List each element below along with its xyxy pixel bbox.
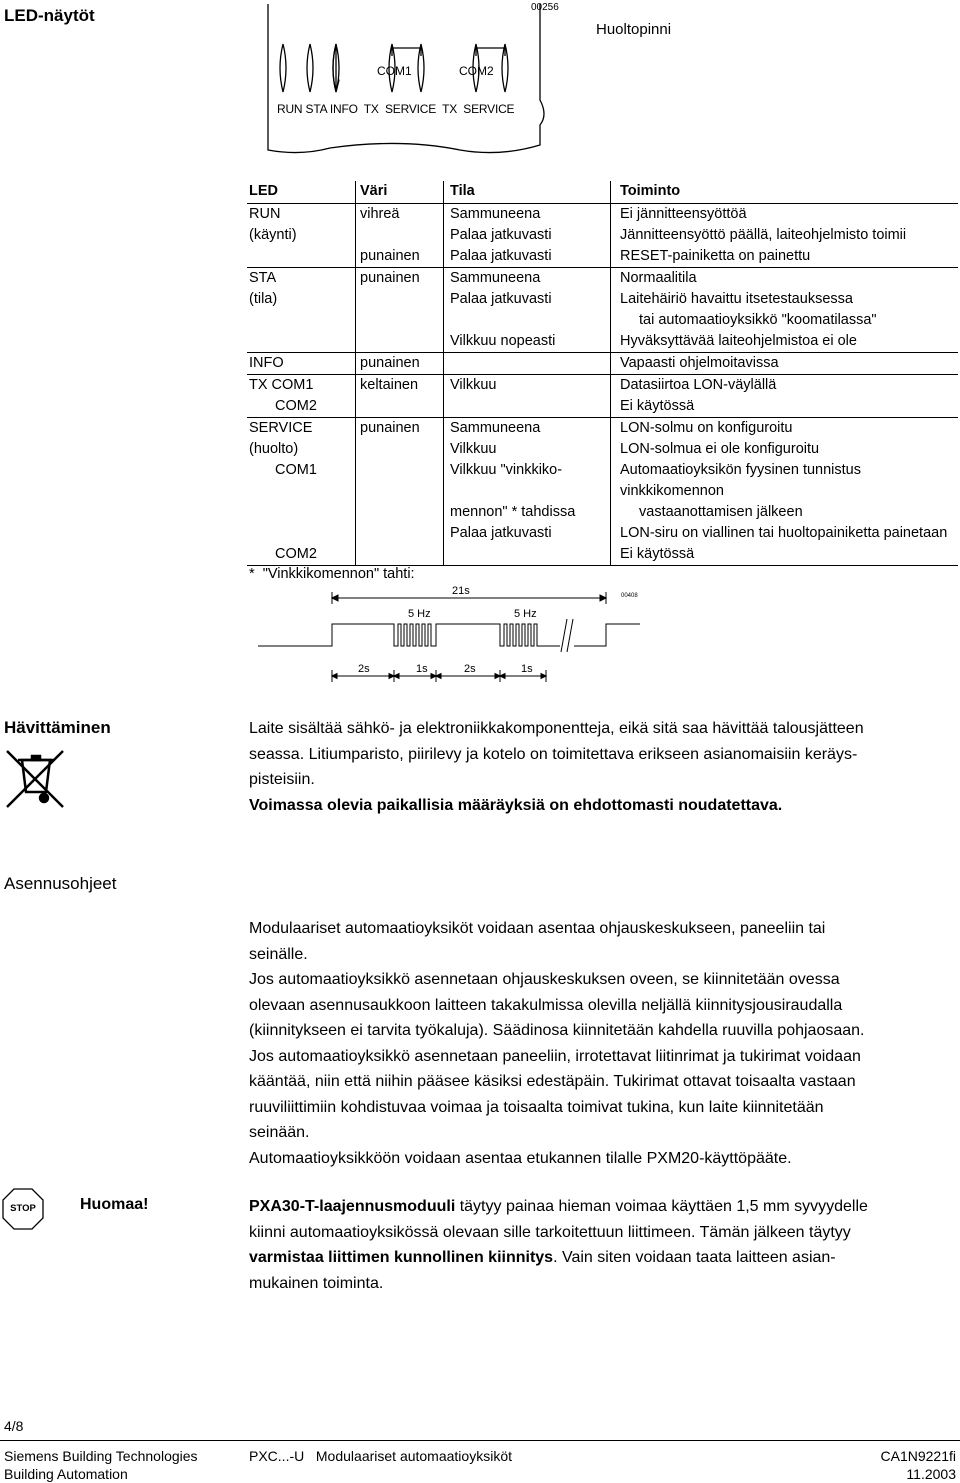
cell: Hyväksyttävää laiteohjelmistoa ei ole [611, 331, 959, 353]
cell: Ei jännitteensyöttöä [611, 204, 959, 226]
cell: Vilkkuu "vinkkiko- [444, 460, 611, 502]
stop-label: STOP [10, 1203, 36, 1214]
cell: COM2 [275, 398, 317, 414]
cell: Sammuneena [444, 418, 611, 440]
weee-bin-icon [4, 748, 66, 810]
note-bold-module: PXA30-T-laajennusmoduuli [249, 1198, 456, 1215]
footer-company: Siemens Building Technologies [4, 1448, 198, 1464]
cell: (tila) [249, 291, 278, 307]
cell: Palaa jatkuvasti [444, 523, 611, 544]
install-line: Jos automaatioyksikkö asennetaan paneeliin, irrotettavat liitinrimat ja tukirimat voidaan [249, 1047, 861, 1065]
footer-divider [0, 1440, 960, 1441]
install-text [249, 916, 957, 1171]
disposal-line: pisteisiin. [249, 771, 315, 788]
header-state: Tila [444, 181, 611, 204]
install-line: Modulaariset automaatioyksiköt voidaan asentaa ohjauskeskukseen, paneeliin tai [249, 920, 826, 937]
footer-doc-number: CA1N9221fi [880, 1448, 956, 1464]
cell: Ei käytössä [611, 396, 959, 418]
timing-d3: 2s [464, 663, 476, 675]
cell: Sammuneena [444, 204, 611, 226]
timing-diagram [0, 0, 960, 700]
cell: TX COM1 [247, 375, 356, 397]
cell: COM1 [275, 462, 317, 478]
disposal-bold: Voimassa olevia paikallisia määräyksiä on ehdottomasti noudatettava. [249, 796, 783, 814]
install-line: seinälle. [249, 945, 308, 963]
cell: LON-siru on viallinen tai huoltopainiketta painetaan [611, 523, 959, 544]
install-line: Jos automaatioyksikkö asennetaan ohjauskeskuksen oveen, se kiinnitetään ovessa [249, 971, 840, 988]
cell: Normaalitila [611, 268, 959, 290]
header-led: LED [247, 181, 356, 204]
cell: SERVICE [247, 418, 356, 440]
cell: RUN [249, 206, 281, 222]
page-title: LED-näytöt [4, 6, 95, 25]
figure-code: 00256 [531, 2, 559, 13]
note-line: kiinni automaatioyksikössä olevaan sille tarkoitettuun liittimeen. Tämän jälkeen täytyy [249, 1223, 851, 1241]
note-bold-check: varmistaa liittimen kunnollinen kiinnitys [249, 1249, 554, 1266]
timing-code: 00408 [621, 593, 638, 599]
cell: vihreä [356, 204, 444, 226]
cell: LON-solmu on konfiguroitu [611, 418, 959, 440]
timing-label: * "Vinkkikomennon" tahti: [249, 566, 415, 582]
cell: punainen [356, 246, 444, 268]
install-title: Asennusohjeet [4, 874, 117, 893]
page-number: 4/8 [4, 1418, 24, 1434]
cell: vastaanottamisen jälkeen [611, 502, 959, 523]
cell: LON-solmua ei ole konfiguroitu [611, 439, 959, 460]
cell: RESET-painiketta on painettu [611, 246, 959, 268]
cell: (huolto) [249, 441, 299, 457]
cell: mennon" * tahdissa [444, 502, 611, 523]
led-labels: RUN STA INFO TX SERVICE TX SERVICE [277, 102, 515, 116]
cell: Sammuneena [444, 268, 611, 290]
cell: Automaatioyksikön fyysinen tunnistus vinkkikomennon [611, 460, 959, 502]
install-line: (kiinnitykseen ei tarvita työkaluja). Säädinosa kiinnitetään kahdella ruuvilla pohjaosaan. [249, 1022, 865, 1039]
cell: Vilkkuu [444, 439, 611, 460]
disposal-line: seassa. Litiumparisto, piirilevy ja kotelo on toimitettava erikseen asianomaisiin keräys- [249, 745, 858, 763]
footer-doc-title: PXC...-U Modulaariset automaatioyksiköt [249, 1448, 512, 1464]
cell: punainen [356, 418, 444, 440]
note-text-part: . Vain siten voidaan taata laitteen asian- [553, 1249, 836, 1266]
footer-date: 11.2003 [906, 1466, 956, 1482]
disposal-title: Hävittäminen [4, 718, 111, 737]
cell: punainen [356, 353, 444, 375]
cell: Palaa jatkuvasti [444, 225, 611, 246]
footer-division: Building Automation [4, 1466, 128, 1482]
cell: STA [247, 268, 356, 290]
cell: Ei käytössä [611, 544, 959, 566]
section-title: Huoltopinni [596, 21, 672, 38]
cell: (käynti) [249, 227, 297, 243]
install-line: kääntää, niin että niihin pääsee käsiksi edestäpäin. Tukirimat ottavat toisaalta vastaan [249, 1073, 856, 1090]
timing-hz2: 5 Hz [514, 608, 537, 620]
note-text [249, 1194, 957, 1296]
timing-hz1: 5 Hz [408, 608, 431, 620]
timing-total: 21s [452, 585, 470, 597]
com2-label: COM2 [459, 64, 494, 78]
disposal-text [249, 716, 957, 818]
note-line: mukainen toiminta. [249, 1274, 384, 1292]
cell: Palaa jatkuvasti [444, 246, 611, 268]
cell: tai automaatioyksikkö "koomatilassa" [611, 310, 959, 331]
header-color: Väri [356, 181, 444, 204]
timing-d2: 1s [416, 663, 428, 675]
install-line: ruuviliittimiin kohdistuvaa voimaa ja toisaalta toimivat tukina, kun laite kiinnitetään [249, 1098, 824, 1116]
install-line: seinään. [249, 1124, 310, 1141]
cell: punainen [356, 268, 444, 290]
note-text-part: täytyy painaa hieman voimaa käyttäen 1,5 mm syvyydelle [455, 1198, 868, 1215]
disposal-line: Laite sisältää sähkö- ja elektroniikkakomponentteja, eikä sitä saa hävittää talousjätteen [249, 720, 864, 737]
cell: Vilkkuu [444, 375, 611, 397]
timing-d1: 2s [358, 663, 370, 675]
cell: INFO [247, 353, 356, 375]
cell: Laitehäiriö havaittu itsetestauksessa [611, 289, 959, 310]
install-line: olevaan asennusaukkoon laitteen takakulmissa olevilla neljällä kiinnitysjousiraudalla [249, 996, 843, 1014]
cell: Datasiirtoa LON-väylällä [611, 375, 959, 397]
install-line: Automaatioyksikköön voidaan asentaa etukannen tilalle PXM20-käyttöpääte. [249, 1149, 792, 1167]
note-title: Huomaa! [80, 1196, 149, 1213]
cell: COM2 [247, 544, 356, 566]
cell: Jännitteensyöttö päällä, laiteohjelmisto toimii [611, 225, 959, 246]
header-function: Toiminto [611, 181, 959, 204]
cell: Vapaasti ohjelmoitavissa [611, 353, 959, 375]
timing-d4: 1s [521, 663, 533, 675]
com1-label: COM1 [377, 64, 412, 78]
cell: Palaa jatkuvasti [444, 289, 611, 310]
cell: Vilkkuu nopeasti [444, 331, 611, 353]
cell: keltainen [356, 375, 444, 397]
